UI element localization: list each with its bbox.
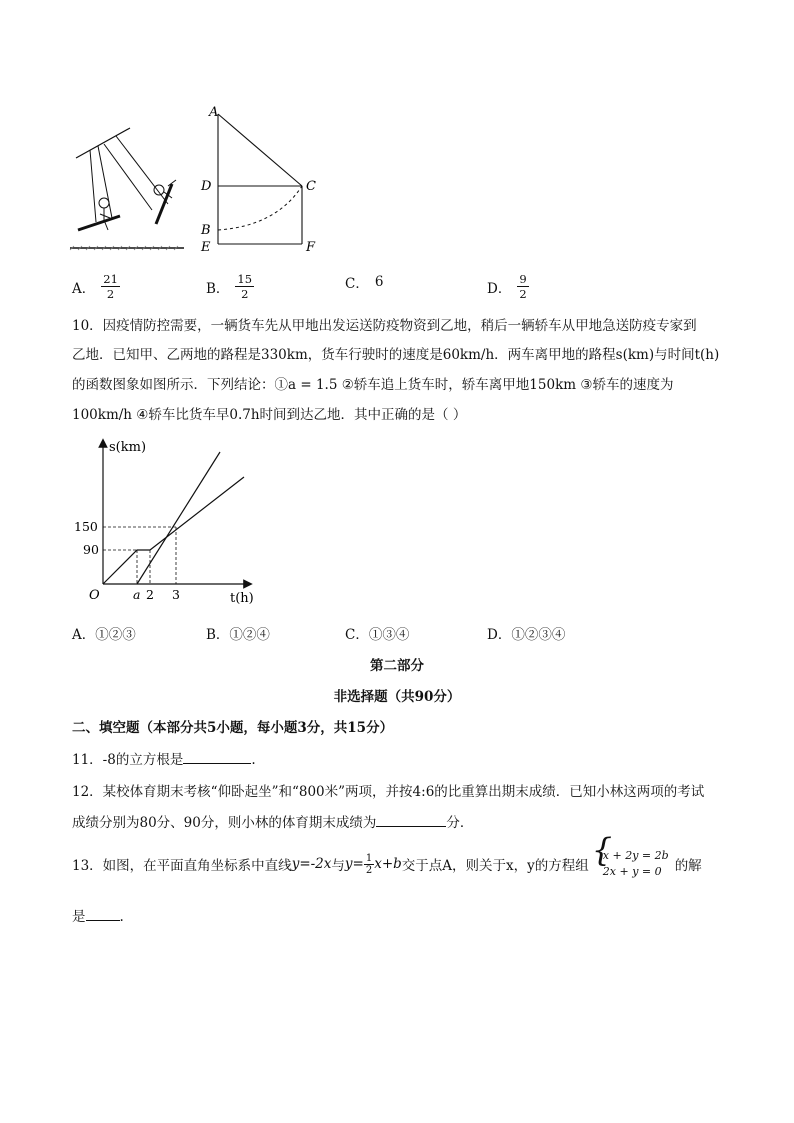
q11-answer-blank[interactable] xyxy=(183,751,251,764)
x-tick-a: a xyxy=(133,587,141,602)
q9-option-d: D． $\frac{9}{2}$ xyxy=(487,272,527,301)
chart-distance-time xyxy=(74,435,280,610)
section-heading: 二、填空题（本部分共5小题，每小题3分，共15分） xyxy=(72,720,394,736)
origin-label: O xyxy=(89,588,100,603)
geometry-diagram xyxy=(196,100,326,255)
y-axis-label: s(km) xyxy=(109,440,147,455)
q12-line-1: 12．某校体育期末考核“仰卧起坐”和“800米”两项，并按4:6的比重算出期末成绩．已知小林这两项的考试 xyxy=(72,784,705,800)
q9-option-a: A． $\frac{21}{2}$ xyxy=(72,272,118,301)
q11: 11．-8的立方根是 . xyxy=(72,752,256,768)
truck-line xyxy=(103,477,244,584)
part-title: 第二部分 xyxy=(370,658,424,674)
q12-line-2: 成绩分别为80分、90分，则小林的体育期末成绩为 分． xyxy=(72,815,474,831)
part-subtitle: 非选择题（共90分） xyxy=(333,689,461,705)
label-e: E xyxy=(201,240,211,255)
q13-equation-system: { x + 2y = 2b 2x + y = 0 xyxy=(595,848,669,880)
q13-line-1: 13．如图，在平面直角坐标系中直线 y=-2x 与 y= $\frac{1}{2}$ x+b 交于点A，则关于x，y的方程组 { x + 2y = 2b 2x + y = 0 的解 xyxy=(72,848,702,880)
q9-option-b: B． $\frac{15}{2}$ xyxy=(206,272,253,301)
q13-answer-blank[interactable] xyxy=(86,908,120,921)
q13-line-2: 是 . xyxy=(72,909,124,925)
y-tick-150: 150 xyxy=(74,519,98,534)
q12-answer-blank[interactable] xyxy=(376,814,446,827)
x-tick-3: 3 xyxy=(172,587,180,602)
label-f: F xyxy=(306,240,316,255)
q10-option-d: D．①②③④ xyxy=(487,627,566,643)
q10-line-3: 的函数图象如图所示．下列结论：①a = 1.5 ②轿车追上货车时，轿车离甲地150km ③轿车的速度为 xyxy=(72,377,674,393)
label-a: A xyxy=(209,105,219,120)
q10-option-a: A．①②③ xyxy=(72,627,136,643)
car-line xyxy=(137,452,220,584)
q9-option-c: C． 6 xyxy=(345,274,384,292)
label-b: B xyxy=(201,223,211,238)
q10-option-c: C．①③④ xyxy=(345,627,410,643)
swing-illustration xyxy=(68,118,186,254)
q10-line-2: 乙地．已知甲、乙两地的路程是330km，货车行驶时的速度是60km/h．两车离甲地的路程s(km)与时间t(h) xyxy=(72,347,720,363)
q10-option-b: B．①②④ xyxy=(206,627,270,643)
x-tick-2: 2 xyxy=(146,587,154,602)
q10-line-4: 100km/h ④轿车比货车早0.7h时间到达乙地．其中正确的是（ ） xyxy=(72,407,467,423)
y-tick-90: 90 xyxy=(83,542,99,557)
q10-line-1: 10．因疫情防控需要，一辆货车先从甲地出发运送防疫物资到乙地，稍后一辆轿车从甲地急送防疫专家到 xyxy=(72,318,697,334)
label-d: D xyxy=(201,179,212,194)
x-axis-label: t(h) xyxy=(230,591,254,606)
label-c: C xyxy=(306,179,316,194)
